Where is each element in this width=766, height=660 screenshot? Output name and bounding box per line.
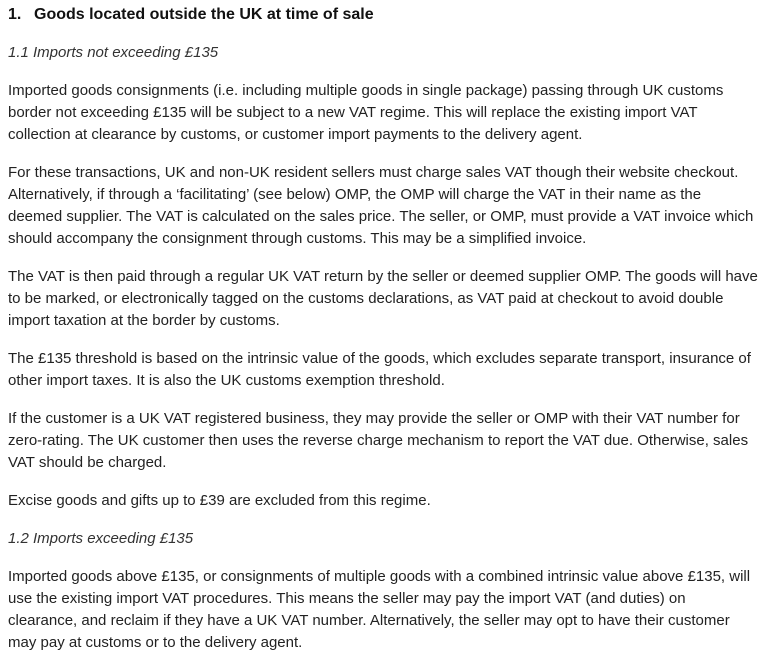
paragraph: Imported goods above £135, or consignments of multiple goods with a combined intrinsic value above £135, will use the existing import VAT procedures. This means the seller may pay the import VAT (and duties) on clearance, and reclaim if they have a UK VAT number. Alternatively, the seller may opt to have their customer may pay at customs or to the delivery agent. bbox=[8, 568, 751, 651]
section-number: 1. bbox=[8, 6, 22, 23]
section-title: Goods located outside the UK at time of sale bbox=[34, 6, 374, 23]
paragraph: Excise goods and gifts up to £39 are excluded from this regime. bbox=[8, 492, 431, 509]
section-heading bbox=[8, 4, 758, 26]
subsection-heading-1-1: 1.1 Imports not exceeding £135 bbox=[8, 44, 219, 61]
paragraph: The £135 threshold is based on the intrinsic value of the goods, which excludes separate transport, insurance of other import taxes. It is also the UK customs exemption threshold. bbox=[8, 350, 751, 389]
paragraph: For these transactions, UK and non-UK resident sellers must charge sales VAT though their website checkout. Alternatively, if through a ‘facilitating’ (see below) OMP, the OMP will charge the VAT in their name as the deemed supplier. The VAT is calculated on the sales price. The seller, or OMP, must provide a VAT invoice which should accompany the consignment through customs. This may be a simplified invoice. bbox=[8, 164, 754, 247]
subsection-heading-1-2: 1.2 Imports exceeding £135 bbox=[8, 530, 194, 547]
paragraph: Imported goods consignments (i.e. including multiple goods in single package) passing through UK customs border not exceeding £135 will be subject to a new VAT regime. This will replace the existing import VAT collection at clearance by customs, or customer import payments to the delivery agent. bbox=[8, 82, 724, 143]
paragraph: The VAT is then paid through a regular UK VAT return by the seller or deemed supplier OMP. The goods will have to be marked, or electronically tagged on the customs declarations, as VAT paid at checkout to avoid double import taxation at the border by customs. bbox=[8, 268, 758, 329]
paragraph: If the customer is a UK VAT registered business, they may provide the seller or OMP with their VAT number for zero-rating. The UK customer then uses the reverse charge mechanism to report the VAT due. Otherwise, sales VAT should be charged. bbox=[8, 410, 749, 471]
